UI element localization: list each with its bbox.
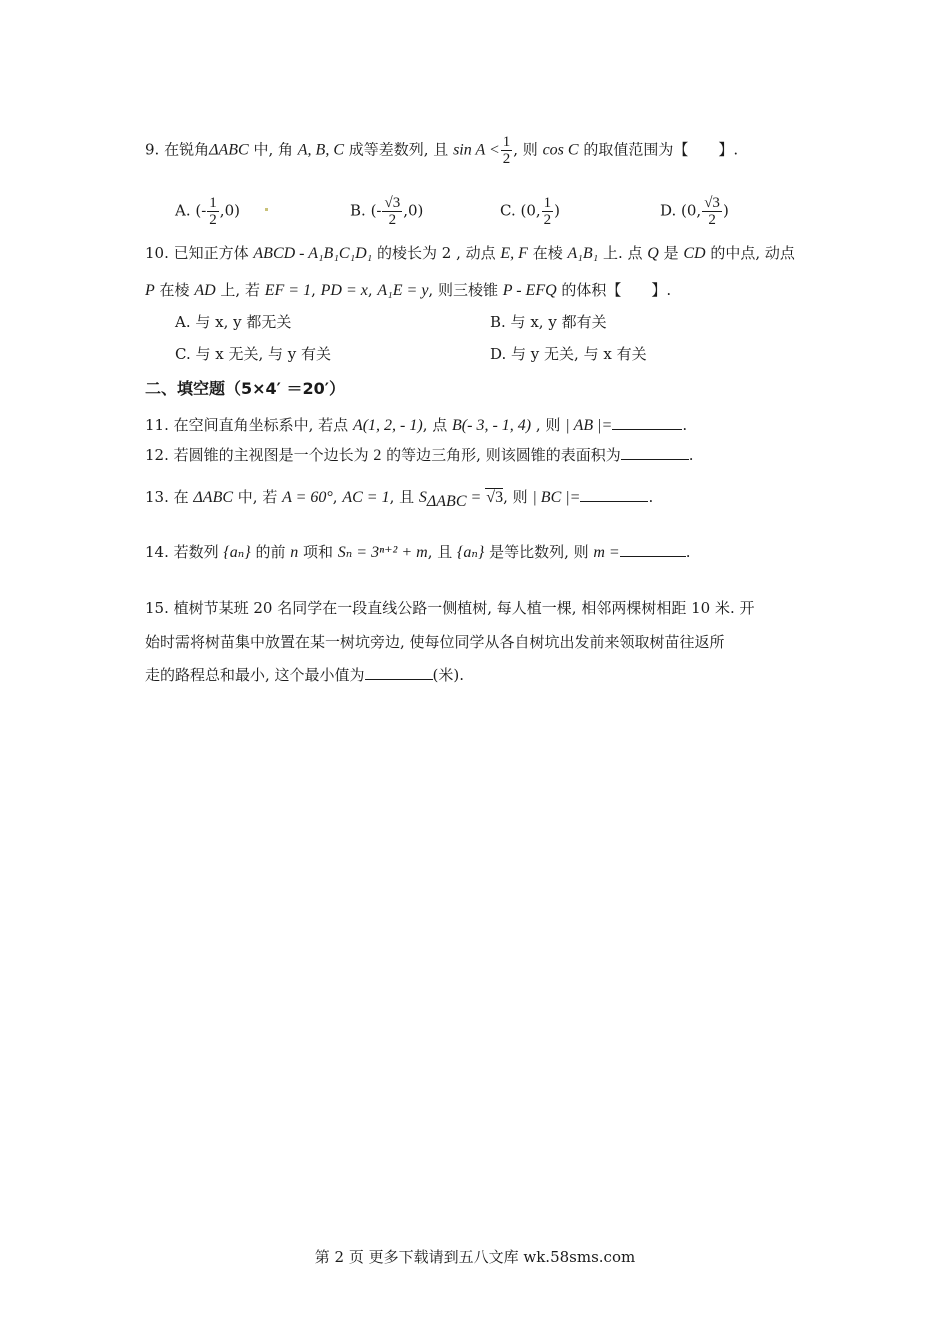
answer-blank[interactable]: [621, 445, 689, 460]
q12: 12. 若圆锥的主视图是一个边长为 2 的等边三角形, 则该圆锥的表面积为 .: [145, 446, 694, 464]
decorative-dot: [265, 208, 268, 211]
q9-stem: 9. 在锐角ΔABC 中, 角 A, B, C 成等差数列, 且 sin A < $\frac{1}{2}$ , 则 cos C 的取值范围为【 】.: [145, 134, 739, 167]
q10-option-d: D. 与 y 无关, 与 x 有关: [490, 345, 647, 363]
q9-half-fraction: $\frac{1}{2}$: [502, 134, 511, 167]
q9-option-a: A. (- $\frac{1}{2}$ ,0): [175, 195, 240, 228]
q11: 11. 在空间直角坐标系中, 若点 A(1, 2, - 1), 点 B(- 3, - 1, 4) , 则 | AB |= .: [145, 416, 688, 434]
answer-blank[interactable]: [620, 542, 686, 557]
q10-line-1: 10. 已知正方体 ABCD - A₁B₁C₁D₁ 的棱长为 2 , 动点 E, F 在棱 A₁B₁ 上. 点 Q 是 CD 的中点, 动点: [145, 244, 795, 262]
q10-option-b: B. 与 x, y 都有关: [490, 313, 607, 331]
page-footer: 第 2 页 更多下载请到五八文库 wk.58sms.com: [314, 1248, 636, 1266]
q15-line-1: 15. 植树节某班 20 名同学在一段直线公路一侧植树, 每人植一棵, 相邻两棵树相距 10 米. 开: [145, 599, 755, 617]
section-heading: 二、填空题（5×4′ ＝20′）: [145, 379, 345, 398]
q13: 13. 在 ΔABC 中, 若 A = 60°, AC = 1, 且 $S_{\Delta ABC} = √3$, 则 | BC |= .: [145, 488, 654, 510]
q9-option-c: C. (0, $\frac{1}{2}$ ): [500, 195, 561, 228]
q10-option-c: C. 与 x 无关, 与 y 有关: [175, 345, 332, 363]
q9-option-d: D. (0, $\frac{√3}{2}$ ): [660, 195, 729, 228]
q15-line-3: 走的路程总和最小, 这个最小值为 (米).: [145, 666, 465, 684]
answer-blank[interactable]: [580, 487, 648, 502]
q9-option-b: B. (- $\frac{√3}{2}$ ,0): [350, 195, 424, 228]
answer-blank[interactable]: [612, 415, 682, 430]
q10-line-2: P 在棱 AD 上, 若 EF = 1, PD = x, A₁E = y, 则三棱锥 P - EFQ 的体积【 】.: [145, 281, 672, 299]
q15-line-2: 始时需将树苗集中放置在某一树坑旁边, 使每位同学从各自树坑出发前来领取树苗往返所: [145, 633, 725, 651]
q10-option-a: A. 与 x, y 都无关: [175, 313, 292, 331]
answer-blank[interactable]: [365, 665, 433, 680]
q14: 14. 若数列 {aₙ} 的前 n 项和 Sₙ = 3ⁿ⁺² + m, 且 {aₙ} 是等比数列, 则 m = .: [145, 543, 691, 561]
